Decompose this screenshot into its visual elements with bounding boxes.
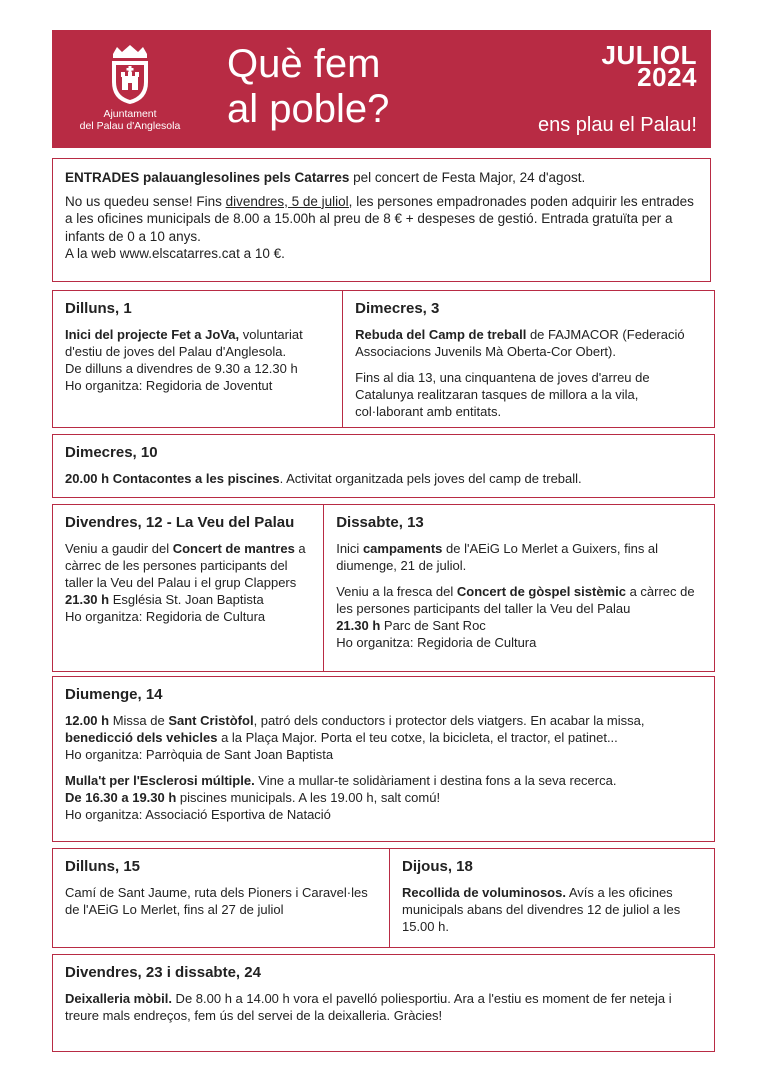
event-monday-15 [53, 849, 389, 947]
municipal-logo [70, 44, 190, 144]
tickets-details: No us quedeu sense! Fins divendres, 5 de juliol, les persones empadronades poden adquirir les entrades a les oficines municipals de 8.00 a 15.00h al preu de 8 € + despeses de gestió. Entrada gratuïta per a infants de 0 a 10 anys. [65, 193, 694, 244]
event-friday-23 [52, 954, 715, 1052]
deadline-date: divendres, 5 de juliol, [225, 193, 353, 209]
event-details: Fins al dia 13, una cinquantena de joves d'arreu de Catalunya realitzaran tasques de millora a la vila, col·laborant amb entitats. [355, 370, 650, 419]
event-time-place: 21.30 h Parc de Sant Roc [336, 618, 486, 633]
event-desc: Inici del projecte Fet a JoVa, voluntariat d'estiu de joves del Palau d'Anglesola. [65, 327, 303, 359]
event-row-15-18 [52, 848, 715, 948]
month-label: JULIOL [601, 40, 697, 70]
event-day: Dilluns, 15 [65, 858, 141, 875]
coat-of-arms-icon [107, 44, 153, 106]
event-sunday-14 [52, 676, 715, 842]
event-desc: Rebuda del Camp de treball de FAJMACOR (Federació Associacions Juvenils Mà Oberta-Cor Obert). [355, 327, 685, 359]
event-day: Dijous, 18 [401, 858, 473, 875]
event-day: Dilluns, 1 [65, 300, 132, 317]
event-time-place: 21.30 h Església St. Joan Baptista [65, 592, 264, 607]
event-time-place: De 16.30 a 19.30 h piscines municipals. A les 19.00 h, salt comú! [65, 790, 441, 805]
title-line2: al poble? [227, 87, 390, 131]
event-row-12-13 [52, 504, 715, 672]
event-saturday-13 [323, 505, 714, 671]
tickets-headline: ENTRADES palauanglesolines pels Catarres pel concert de Festa Major, 24 d'agost. [65, 170, 586, 185]
event-organizer: Ho organitza: Parròquia de Sant Joan Baptista [65, 747, 334, 762]
title-line1: Què fem [227, 42, 381, 86]
event-day: Dimecres, 10 [65, 444, 158, 461]
event-organizer: Ho organitza: Regidoria de Cultura [336, 635, 537, 650]
slogan: ens plau el Palau! [537, 114, 697, 136]
event-desc: 20.00 h Contacontes a les piscines. Activitat organitzada pels joves del camp de treball. [65, 471, 582, 486]
event-row-1-3 [52, 290, 715, 428]
year-label: 2024 [637, 62, 697, 92]
event-desc: Deixalleria mòbil. De 8.00 h a 14.00 h vora el pavelló poliesportiu. Ara a l'estiu es moment de fer neteja i treure mals endreços, fem ús del servei de la deixalleria. Gràcies! [65, 991, 672, 1023]
event-wednesday-10 [52, 434, 715, 498]
event-friday-12 [53, 505, 323, 671]
org-name-line2: del Palau d'Anglesola [79, 120, 181, 132]
tickets-web: A la web www.elscatarres.cat a 10 €. [65, 246, 285, 261]
month-year [601, 40, 697, 92]
event-desc-2: Mulla't per l'Esclerosi múltiple. Vine a mullar-te solidàriament i destina fons a la seva recerca. [65, 773, 617, 788]
event-day: Dimecres, 3 [355, 300, 440, 317]
event-day: Divendres, 23 i dissabte, 24 [65, 964, 261, 981]
event-desc: Inici campaments de l'AEiG Lo Merlet a Guixers, fins al diumenge, 21 de juliol. [336, 541, 659, 573]
org-name-line1: Ajuntament [103, 108, 157, 120]
event-desc: Recollida de voluminosos. Avís a les oficines municipals abans del divendres 12 de juliol a les 15.00 h. [401, 885, 681, 934]
event-schedule: De dilluns a divendres de 9.30 a 12.30 h [65, 361, 298, 376]
page-title [227, 42, 389, 132]
tickets-notice [52, 158, 711, 282]
event-day: Divendres, 12 - La Veu del Palau [65, 514, 295, 531]
event-organizer: Ho organitza: Regidoria de Joventut [65, 378, 273, 393]
event-organizer: Ho organitza: Regidoria de Cultura [65, 609, 266, 624]
event-desc-2: Veniu a la fresca del Concert de gòspel sistèmic a càrrec de les persones participants del taller la Veu del Palau [336, 584, 695, 616]
event-day: Diumenge, 14 [65, 686, 163, 703]
event-desc: Veniu a gaudir del Concert de mantres a càrrec de les persones participants del taller la Veu del Palau i el grup Clappers [65, 541, 306, 590]
event-desc: Camí de Sant Jaume, ruta dels Pioners i Caravel·les de l'AEiG Lo Merlet, fins al 27 de juliol [65, 885, 368, 917]
event-desc: 12.00 h Missa de Sant Cristòfol, patró dels conductors i protector dels viatgers. En acabar la missa, benedicció dels vehicles a la Plaça Major. Porta el teu cotxe, la bicicleta, el tractor, el patinet... [65, 713, 645, 745]
event-organizer-2: Ho organitza: Associació Esportiva de Natació [65, 807, 331, 822]
event-wednesday-3 [342, 291, 714, 427]
header-banner [52, 30, 711, 148]
event-thursday-18 [389, 849, 714, 947]
event-monday-1 [53, 291, 342, 427]
event-day: Dissabte, 13 [336, 514, 424, 531]
